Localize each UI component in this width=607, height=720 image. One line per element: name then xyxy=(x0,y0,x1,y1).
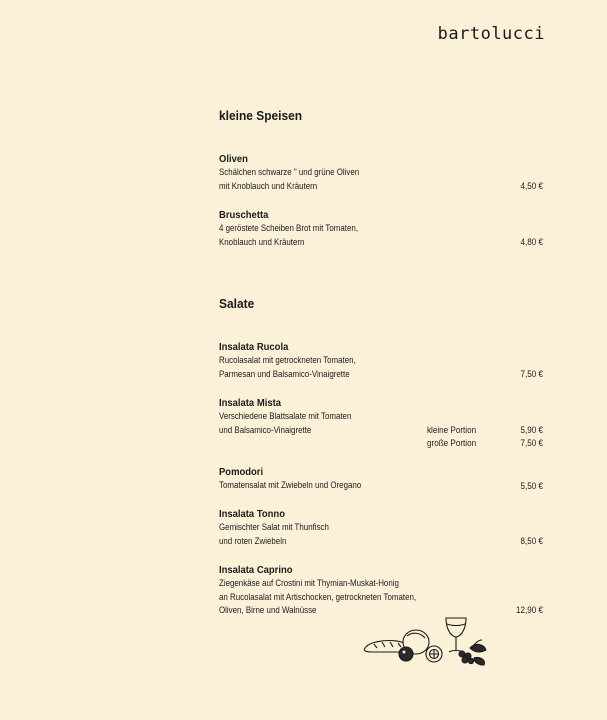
menu-item-oliven xyxy=(219,153,543,193)
section-title-kleine-speisen: kleine Speisen xyxy=(219,108,303,123)
item-price: 5,50 € xyxy=(520,481,543,491)
item-desc-line: an Rucolasalat mit Artischocken, getrockneten Tomaten, xyxy=(219,591,417,602)
food-and-wine-illustration-icon xyxy=(362,614,490,666)
item-price: 7,50 € xyxy=(520,369,543,379)
brand-logo: bartolucci xyxy=(437,24,545,44)
item-desc-line: Tomatensalat mit Zwiebeln und Oregano xyxy=(219,480,362,490)
portion-label-small: kleine Portion xyxy=(427,425,477,435)
item-name: Insalata Rucola xyxy=(219,341,289,353)
item-price: 8,50 € xyxy=(520,536,543,546)
item-desc-line: Ziegenkäse auf Crostini mit Thymian-Muskat-Honig xyxy=(219,578,399,588)
item-price: 4,80 € xyxy=(520,237,543,247)
item-desc-line: mit Knoblauch und Kräutern xyxy=(219,180,318,191)
item-desc-line: 4 geröstete Scheiben Brot mit Tomaten, xyxy=(219,223,358,233)
item-name: Insalata Tonno xyxy=(219,508,285,520)
item-desc-line: und Balsamico-Vinaigrette xyxy=(219,424,312,435)
item-price: 12,90 € xyxy=(515,605,543,615)
item-name: Pomodori xyxy=(219,466,264,478)
portion-label-large: große Portion xyxy=(427,438,477,448)
item-desc-line: Oliven, Birne und Walnüsse xyxy=(219,605,317,615)
item-desc-line: Parmesan und Balsamico-Vinaigrette xyxy=(219,368,350,379)
item-desc-line: Rucolasalat mit getrockneten Tomaten, xyxy=(219,355,356,365)
item-desc-line: und roten Zwiebeln xyxy=(219,535,287,546)
menu-item-pomodori xyxy=(219,466,543,493)
portion-price-small: 5,90 € xyxy=(520,425,543,435)
menu-item-bruschetta xyxy=(219,209,543,249)
item-desc-line: Gemischter Salat mit Thunfisch xyxy=(219,522,329,532)
item-desc-line: Schälchen schwarze " und grüne Oliven xyxy=(219,167,360,177)
menu-item-insalata-mista xyxy=(219,397,543,448)
portion-price-large: 7,50 € xyxy=(520,438,543,448)
item-name: Insalata Mista xyxy=(219,397,281,409)
menu-item-insalata-tonno xyxy=(219,508,543,548)
menu-item-insalata-rucola xyxy=(219,341,543,381)
item-name: Bruschetta xyxy=(219,209,269,221)
section-title-salate: Salate xyxy=(219,296,255,311)
item-price: 4,50 € xyxy=(520,181,543,191)
item-name: Oliven xyxy=(219,153,248,165)
item-desc-line: Verschiedene Blattsalate mit Tomaten xyxy=(219,411,352,421)
item-name: Insalata Caprino xyxy=(219,564,293,576)
item-desc-line: Knoblauch und Kräutern xyxy=(219,236,305,247)
menu-item-insalata-caprino xyxy=(219,564,543,618)
